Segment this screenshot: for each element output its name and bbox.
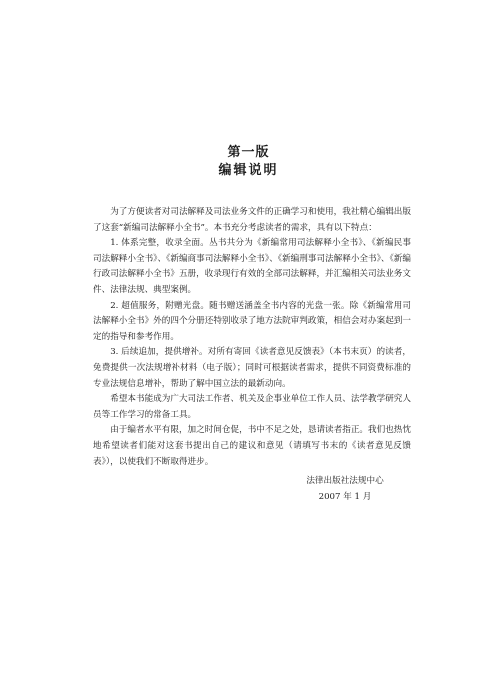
page-title: 编辑说明 xyxy=(218,163,279,178)
paragraph-feature-2: 2. 超值服务，附赠光盘。随书赠送涵盖全书内容的光盘一张。除《新编常用司法解释小全书》外的四个分册还特别收录了地方法院审判政策，相信会对办案起到一定的指导和参考作用。 xyxy=(93,300,411,342)
paragraph-closing: 由于编者水平有限，加之时间仓促，书中不足之处，恳请读者指正。我们也热忱地希望读者们能对这套书提出自己的建议和意见（请填写书末的《读者意见反馈表》），以使我们不断取得进步。 xyxy=(93,425,411,467)
editorial-note-body xyxy=(93,205,411,470)
edition-title: 第一版 xyxy=(227,145,270,160)
paragraph-feature-3: 3. 后续追加，提供增补。对所有寄回《读者意见反馈表》（本书末页）的读者，免费提供一次法规增补材料（电子版）；同时可根据读者需求，提供不同资费标准的专业法规信息增补，帮助了解中国立法的最新动向。 xyxy=(93,347,411,389)
paragraph-feature-1: 1. 体系完整，收录全面。丛书共分为《新编常用司法解释小全书》、《新编民事司法解释小全书》、《新编商事司法解释小全书》、《新编刑事司法解释小全书》、《新编行政司法解释小全书》五册，收录现行有效的全部司法解释，并汇编相关司法业务文件、法律法规、典型案例。 xyxy=(93,238,411,295)
signature-date: 2007 年 1 月 xyxy=(318,492,372,502)
signature-organization: 法律出版社法规中心 xyxy=(306,476,384,486)
paragraph-hope: 希望本书能成为广大司法工作者、机关及企事业单位工作人员、法学教学研究人员等工作学习的常备工具。 xyxy=(93,394,411,420)
paragraph-intro: 为了方便读者对司法解释及司法业务文件的正确学习和使用，我社精心编辑出版了这套“新编司法解释小全书”。本书充分考虑读者的需求，具有以下特点： xyxy=(93,207,411,233)
